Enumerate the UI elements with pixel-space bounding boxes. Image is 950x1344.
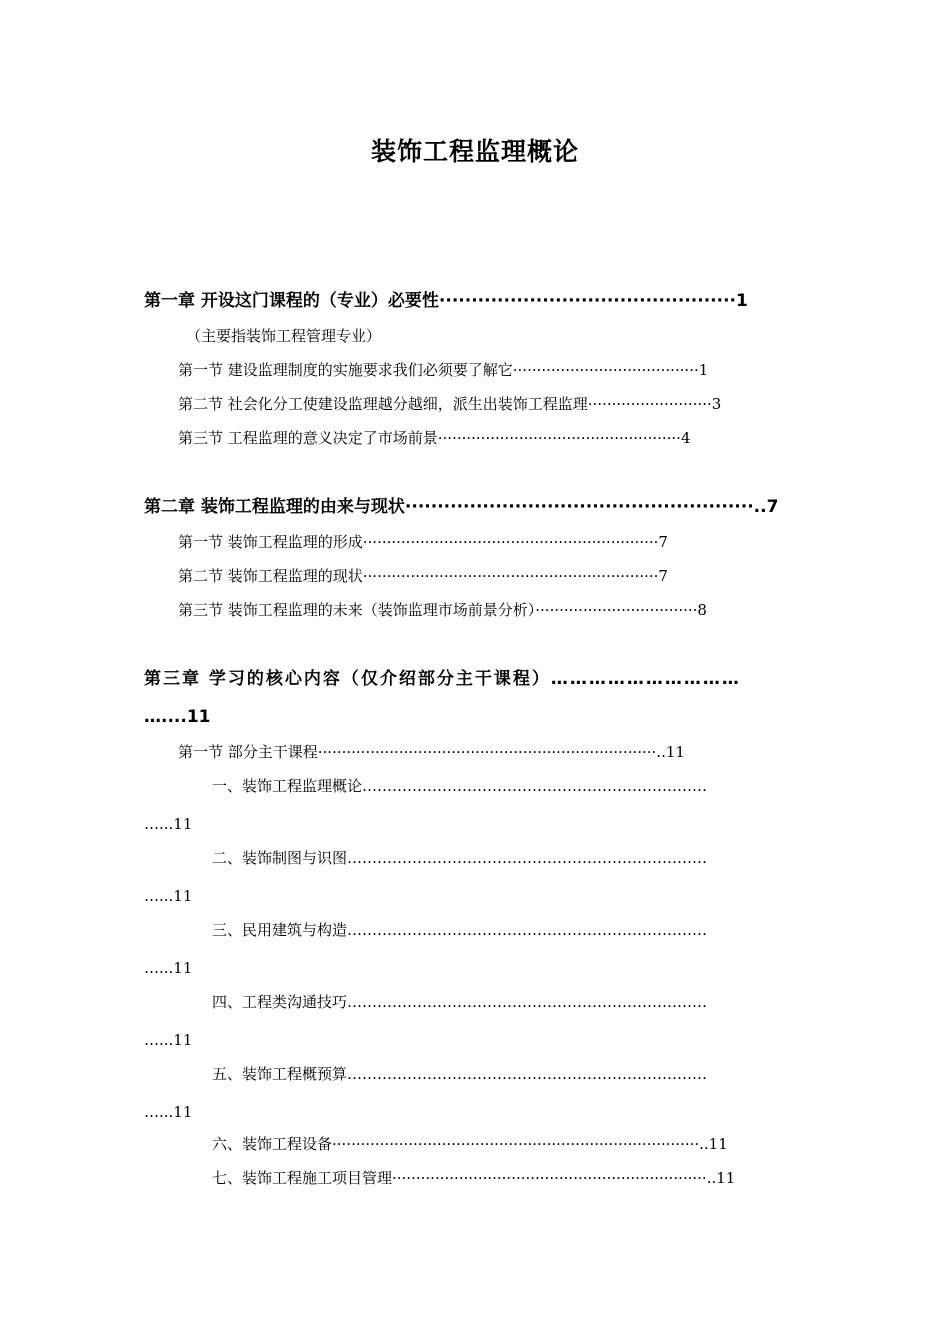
toc-chapter-3-heading[interactable]: 第三章 学习的核心内容（仅介绍部分主干课程）…………………………	[144, 669, 741, 689]
toc-item-4[interactable]: 四、工程类沟通技巧………………………………………………………………	[212, 993, 708, 1011]
toc-item-4-page: …...11	[144, 1031, 193, 1049]
toc-item-5[interactable]: 五、装饰工程概预算………………………………………………………………	[212, 1065, 708, 1083]
toc-chapter-1-section-1[interactable]: 第一节 建设监理制度的实施要求我们必须要了解它·······································1	[178, 361, 709, 379]
toc-chapter-1-note: （主要指装饰工程管理专业）	[186, 327, 382, 345]
toc-item-1[interactable]: 一、装饰工程监理概论……………………………………………………………	[212, 777, 708, 795]
toc-item-7[interactable]: 七、装饰工程施工项目管理··································································..11	[212, 1169, 736, 1187]
toc-item-2-page: …...11	[144, 887, 193, 905]
toc-chapter-1-heading[interactable]: 第一章 开设这门课程的（专业）必要性··············································1	[144, 291, 748, 311]
toc-item-3[interactable]: 三、民用建筑与构造………………………………………………………………	[212, 921, 708, 939]
toc-chapter-1-section-3[interactable]: 第三节 工程监理的意义决定了市场前景···················································4	[178, 429, 691, 447]
toc-chapter-2-section-1[interactable]: 第一节 装饰工程监理的形成······························································7	[178, 533, 668, 551]
toc-chapter-1-section-2[interactable]: 第二节 社会化分工使建设监理越分越细，派生出装饰工程监理··························3	[178, 395, 722, 413]
toc-item-6[interactable]: 六、装饰工程设备·············································································..11	[212, 1135, 728, 1153]
toc-item-3-page: …...11	[144, 959, 193, 977]
toc-chapter-3-heading-continued[interactable]: …....11	[144, 707, 211, 727]
document-title: 装饰工程监理概论	[370, 137, 579, 166]
toc-item-1-page: …...11	[144, 815, 193, 833]
toc-item-5-page: …...11	[144, 1103, 193, 1121]
toc-item-2[interactable]: 二、装饰制图与识图………………………………………………………………	[212, 849, 708, 867]
toc-chapter-3-section-1[interactable]: 第一节 部分主干课程·······································································..11	[178, 743, 685, 761]
toc-chapter-2-section-2[interactable]: 第二节 装饰工程监理的现状······························································7	[178, 567, 668, 585]
toc-chapter-2-section-3[interactable]: 第三节 装饰工程监理的未来（装饰监理市场前景分析）··································8	[178, 601, 707, 619]
toc-chapter-2-heading[interactable]: 第二章 装饰工程监理的由来与现状······················································..7	[144, 497, 779, 517]
